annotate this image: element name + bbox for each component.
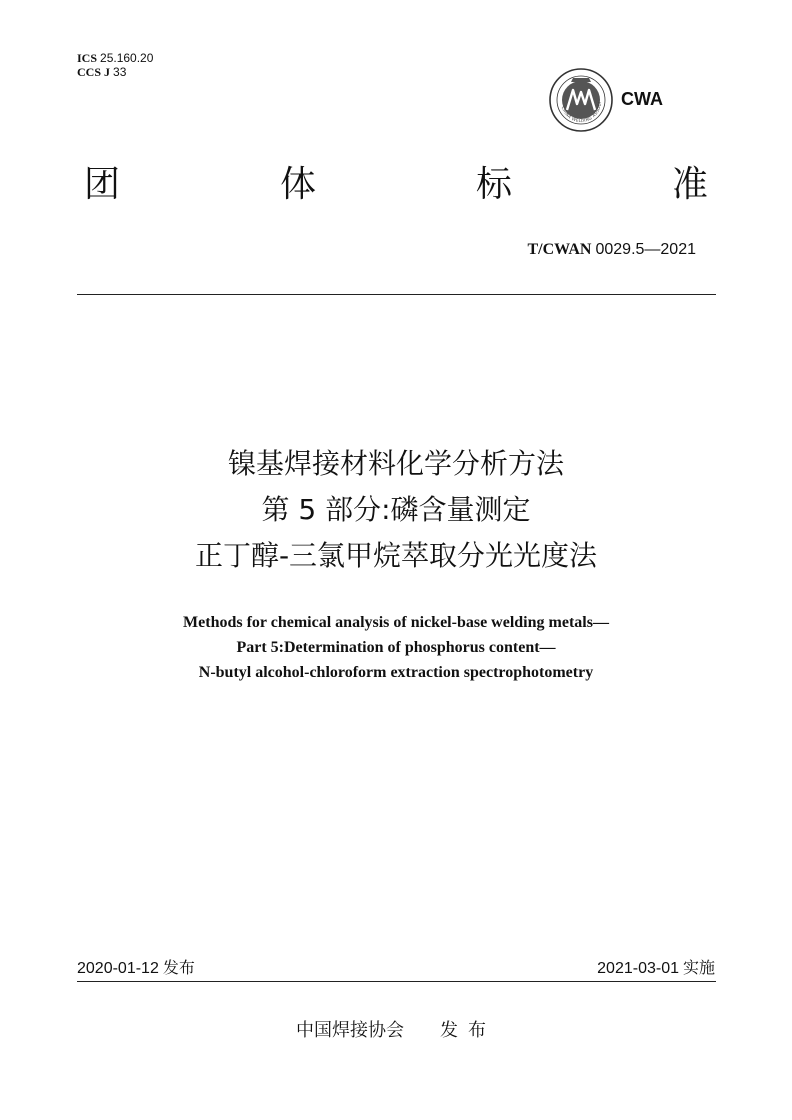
english-title [0, 610, 792, 685]
english-title-line: Methods for chemical analysis of nickel-base welding metals— [183, 614, 609, 631]
ics-line [77, 51, 153, 65]
standard-number-value: 0029.5—2021 [595, 241, 696, 258]
cwa-seal-icon [549, 68, 613, 132]
standard-type-heading [84, 160, 708, 210]
chinese-title [0, 441, 792, 579]
issue-date-label: 发布 [162, 958, 195, 977]
standard-type-char: 准 [671, 164, 708, 205]
english-title-line: Part 5:Determination of phosphorus content— [236, 639, 556, 656]
publisher-name: 中国焊接协会 [296, 1020, 404, 1041]
standard-number [527, 240, 696, 260]
header-divider [77, 294, 716, 295]
standard-type-char: 团 [84, 164, 121, 205]
issue-date [77, 958, 195, 979]
ccs-label: CCS J [77, 65, 111, 79]
ccs-line [77, 65, 153, 79]
implementation-date-label: 实施 [682, 958, 715, 977]
ics-label: ICS [77, 51, 98, 65]
chinese-title-line: 第 5 部分:磷含量测定 [261, 493, 531, 526]
standard-type-char: 体 [279, 164, 316, 205]
chinese-title-line: 正丁醇-三氯甲烷萃取分光光度法 [194, 539, 598, 572]
logo-wordmark: CWA [621, 89, 663, 109]
english-title-line: N-butyl alcohol-chloroform extraction spectrophotometry [198, 664, 594, 681]
implementation-date [597, 958, 715, 979]
ics-code: 25.160.20 [100, 51, 154, 65]
standard-number-prefix: T/CWAN [527, 241, 592, 258]
chinese-title-line: 镍基焊接材料化学分析方法 [227, 447, 564, 480]
ccs-code: 33 [113, 65, 127, 79]
classification-codes [77, 51, 153, 79]
publisher-verb: 发布 [440, 1020, 496, 1041]
issue-date-value: 2020-01-12 [77, 960, 159, 977]
standard-type-char: 标 [475, 164, 512, 205]
implementation-date-value: 2021-03-01 [597, 960, 679, 977]
publisher [0, 1019, 792, 1043]
footer-divider [77, 981, 716, 982]
seal-ring-text: CHINA WELDING ASSOCI [560, 101, 603, 124]
